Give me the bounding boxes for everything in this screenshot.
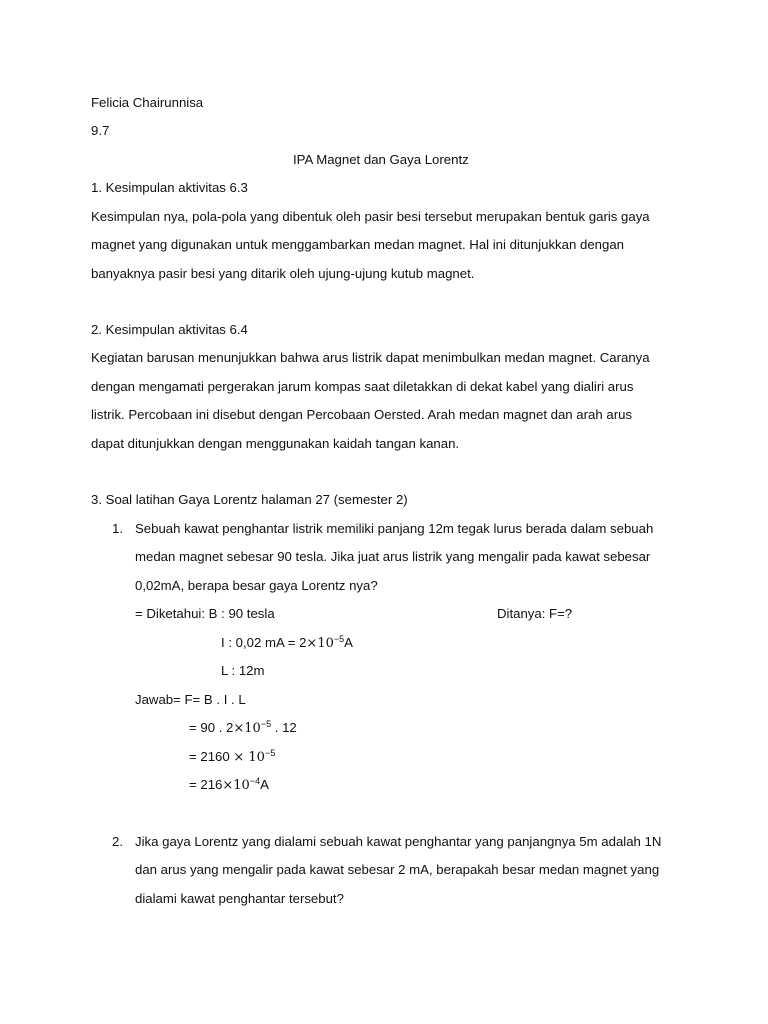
question1-text-line: Sebuah kawat penghantar listrik memiliki panjang 12m tegak lurus berada dalam sebuah (135, 521, 654, 536)
answer-step-3: = $216\times 10^{-4}A$ (189, 776, 269, 793)
known-values: = Diketahui: B : 90 tesla (135, 606, 275, 621)
question2-text-line: dialami kawat penghantar tersebut? (135, 891, 344, 906)
question1-number: 1. (112, 521, 123, 536)
class-label: 9.7 (91, 123, 110, 138)
section2-text-line: listrik. Percobaan ini disebut dengan Percobaan Oersted. Arah medan magnet dan arah arus (91, 407, 633, 422)
answer-step-1: = 90 . $2\times 10^{-5}$ . 12 (189, 719, 297, 736)
section1-text-line: magnet yang digunakan untuk menggambarkan medan magnet. Hal ini ditunjukkan dengan (91, 237, 624, 252)
current-value: I : 0,02 mA = $2\times 10^{-5}A$ (221, 634, 353, 651)
section2-text-line: Kegiatan barusan menunjukkan bahwa arus listrik dapat menimbulkan medan magnet. Caranya (91, 350, 650, 365)
question2-number: 2. (112, 834, 123, 849)
author-name: Felicia Chairunnisa (91, 95, 204, 110)
section1-text-line: Kesimpulan nya, pola-pola yang dibentuk oleh pasir besi tersebut merupakan bentuk garis gaya (91, 209, 650, 224)
answer-formula: Jawab= F= B . I . L (135, 692, 246, 707)
question2-text-line: Jika gaya Lorentz yang dialami sebuah kawat penghantar yang panjangnya 5m adalah 1N (135, 834, 662, 849)
question2-text-line: dan arus yang mengalir pada kawat sebesar 2 mA, berapakah besar medan magnet yang (135, 862, 660, 877)
section2-heading: 2. Kesimpulan aktivitas 6.4 (91, 322, 248, 337)
section2-text-line: dengan mengamati pergerakan jarum kompas saat diletakkan di dekat kabel yang dialiri arus (91, 379, 634, 394)
section1-text-line: banyaknya pasir besi yang ditarik oleh ujung-ujung kutub magnet. (91, 266, 475, 281)
length-value: L : 12m (221, 663, 265, 678)
section1-heading: 1. Kesimpulan aktivitas 6.3 (91, 180, 248, 195)
question1-text-line: 0,02mA, berapa besar gaya Lorentz nya? (135, 578, 378, 593)
question1-text-line: medan magnet sebesar 90 tesla. Jika juat arus listrik yang mengalir pada kawat sebesar (135, 549, 651, 564)
section3-heading: 3. Soal latihan Gaya Lorentz halaman 27 (semester 2) (91, 492, 408, 507)
section2-text-line: dapat ditunjukkan dengan menggunakan kaidah tangan kanan. (91, 436, 460, 451)
document-title: IPA Magnet dan Gaya Lorentz (293, 152, 469, 167)
answer-step-2: = $2160 \times 10^{-5}$ (189, 748, 276, 765)
asked-value: Ditanya: F=? (497, 606, 573, 621)
